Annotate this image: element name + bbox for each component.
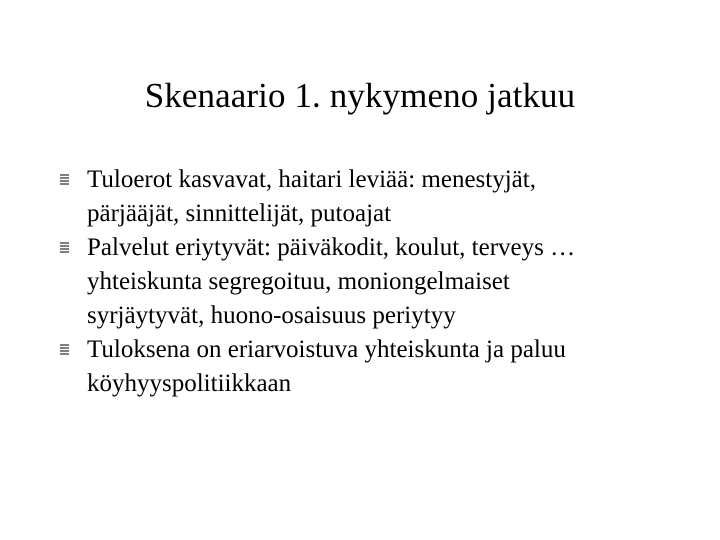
square-bullet-icon xyxy=(60,174,70,185)
bullet-text-line: Tuloksena on eriarvoistuva yhteiskunta ja paluu xyxy=(87,336,566,363)
square-bullet-icon xyxy=(60,242,70,253)
bullet-item xyxy=(60,231,700,333)
bullet-text-line: syrjäytyvät, huono-osaisuus periytyy xyxy=(87,302,456,329)
bullet-text-line: yhteiskunta segregoituu, moniongelmaiset xyxy=(87,268,510,295)
slide-title: Skenaario 1. nykymeno jatkuu xyxy=(144,76,576,115)
bullet-text-line: Tuloerot kasvavat, haitari leviää: menestyjät, xyxy=(87,166,536,193)
bullet-item xyxy=(60,333,700,401)
bullet-item xyxy=(60,163,700,231)
bullet-text-line: köyhyyspolitiikkaan xyxy=(87,370,292,397)
bullet-list xyxy=(60,163,700,401)
square-bullet-icon xyxy=(60,344,70,355)
bullet-text-line: pärjääjät, sinnittelijät, putoajat xyxy=(87,200,392,227)
bullet-text-line: Palvelut eriytyvät: päiväkodit, koulut, terveys … xyxy=(87,234,576,261)
